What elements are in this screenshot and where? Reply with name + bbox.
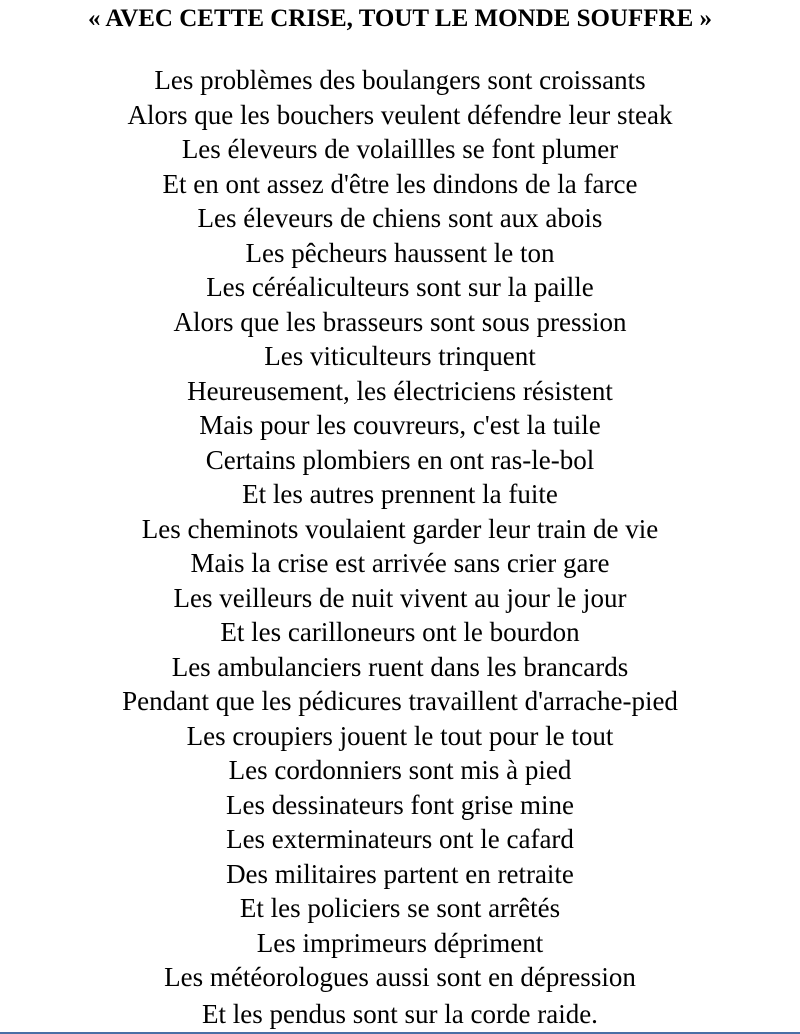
poem-line: Les viticulteurs trinquent (264, 341, 536, 371)
poem-line: Et les carilloneurs ont le bourdon (220, 617, 580, 647)
poem-line: Les veilleurs de nuit vivent au jour le jour (173, 582, 627, 613)
poem-line: Les imprimeurs dépriment (256, 927, 544, 958)
poem-line: Et les policiers se sont arrêtés (239, 893, 561, 923)
poem-line: Alors que les brasseurs sont sous pression (173, 306, 627, 337)
poem-line: Les météorologues aussi sont en dépression (164, 962, 636, 992)
poem-line: Les céréaliculteurs sont sur la paille (206, 272, 594, 302)
poem-line: Les dessinateurs font grise mine (226, 789, 574, 820)
poem-line: Certains plombiers en ont ras-le-bol (205, 444, 595, 475)
poem-line: Mais la crise est arrivée sans crier gare (190, 548, 610, 578)
poem-line: Alors que les bouchers veulent défendre leur steak (127, 99, 673, 130)
poem-line-last: Et les pendus sont sur la corde raide. (202, 998, 598, 1029)
poem-line: Les croupiers jouent le tout pour le tout (186, 720, 614, 751)
poem-line: Les ambulanciers ruent dans les brancards (171, 651, 629, 682)
poem-line: Pendant que les pédicures travaillent d'arrache-pied (122, 686, 678, 716)
poem-line: Les cordonniers sont mis à pied (228, 755, 572, 785)
page-title: « AVEC CETTE CRISE, TOUT LE MONDE SOUFFRE » (88, 5, 712, 32)
poem-line: Et les autres prennent la fuite (242, 479, 558, 509)
poem-line: Les problèmes des boulangers sont croissants (154, 65, 646, 95)
poem-lines (0, 63, 800, 1031)
poem-line: Des militaires partent en retraite (226, 858, 574, 889)
poem-line: Les exterminateurs ont le cafard (226, 824, 574, 854)
poem-line: Et en ont assez d'être les dindons de la farce (162, 168, 638, 199)
poem-line: Les cheminots voulaient garder leur train de vie (141, 513, 659, 544)
poem-line: Heureusement, les électriciens résistent (187, 375, 613, 406)
poem-line: Les pêcheurs haussent le ton (245, 237, 555, 268)
poem-line: Mais pour les couvreurs, c'est la tuile (199, 410, 601, 440)
poem-line: Les éleveurs de volaillles se font plumer (181, 134, 619, 164)
poem-line: Les éleveurs de chiens sont aux abois (197, 203, 603, 233)
